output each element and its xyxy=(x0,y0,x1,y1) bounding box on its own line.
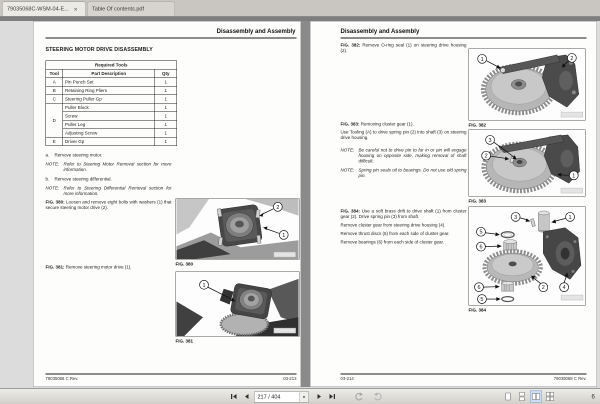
first-page-button[interactable] xyxy=(228,391,240,403)
note-a: NOTE: Refer to Steering Motor Removal section for more information. xyxy=(45,161,172,172)
svg-text:1: 1 xyxy=(282,232,286,239)
callout xyxy=(478,54,487,63)
last-page-icon xyxy=(327,392,337,402)
zoom-level-text: 6 xyxy=(591,393,595,400)
cluster-gear-spring-pin-illustration xyxy=(469,130,585,196)
image-watermark xyxy=(561,295,583,300)
steering-motor-drive-illustration xyxy=(176,199,299,259)
figure-caption: FIG. 382 xyxy=(468,122,487,128)
required-tools-table xyxy=(46,61,178,147)
svg-text:2: 2 xyxy=(484,153,488,160)
svg-text:1: 1 xyxy=(572,173,576,180)
fig-380-paragraph: FIG. 380: Loosen and remove eight bolts with washers (1) that secure steering motor drive (2). xyxy=(45,199,172,210)
footer-page-number: 03-213 xyxy=(283,376,297,381)
page-left xyxy=(33,21,301,387)
remove-gear-paragraph: Remove cluster gear from steering drive housing (4). xyxy=(340,222,446,228)
tab-bar xyxy=(0,0,600,17)
callout xyxy=(200,280,209,289)
remove-discs-paragraph: Remove thrust discs (5) from each side of cluster gear. xyxy=(340,231,450,236)
table-row: D Puller Block 1 xyxy=(46,103,177,112)
steering-motor-drive-removal-illustration xyxy=(176,272,299,336)
callout xyxy=(569,171,578,180)
svg-text:3: 3 xyxy=(488,137,492,144)
tab-close-icon[interactable]: × xyxy=(73,5,78,13)
figure-382-image xyxy=(469,49,586,121)
callout xyxy=(279,230,288,239)
page-number-combobox[interactable] xyxy=(254,392,309,403)
note-2: NOTE: Spring pin seals oil to bearings. Do not use old spring pin. xyxy=(340,167,467,178)
step-a: a. Remove steering motor. xyxy=(45,152,103,158)
tab-document[interactable] xyxy=(2,2,86,17)
callout xyxy=(560,283,569,292)
footer-rule xyxy=(341,374,587,375)
callout xyxy=(567,53,576,62)
continuous-view-button[interactable] xyxy=(516,391,528,403)
page-header: Disassembly and Assembly xyxy=(340,27,420,35)
image-watermark xyxy=(274,252,296,257)
header-rule xyxy=(341,38,587,39)
callout xyxy=(273,202,282,211)
two-page-view-icon xyxy=(531,392,541,402)
two-page-continuous-view-button[interactable] xyxy=(544,391,556,403)
table-row: Puller Leg 1 xyxy=(46,120,177,129)
page-header: Disassembly and Assembly xyxy=(216,27,296,35)
callout xyxy=(477,227,486,236)
callout xyxy=(539,283,548,292)
callout xyxy=(478,295,487,304)
table-row: B Retaining Ring Pliers 1 xyxy=(46,86,177,95)
fig-382-paragraph: FIG. 382: Remove O-ring seal (1) on steering drive housing (2). xyxy=(340,42,467,53)
figure-383-image xyxy=(469,130,586,197)
svg-text:3: 3 xyxy=(514,214,518,221)
document-viewer xyxy=(0,17,600,388)
fig-384-paragraph: FIG. 384: Use a soft brass drift to drive shaft (1) from cluster gear (2). Drive spring pin (3) from shaft. xyxy=(340,208,467,219)
svg-text:5: 5 xyxy=(480,297,484,304)
figure-caption: FIG. 384 xyxy=(468,307,487,313)
callout xyxy=(486,135,495,144)
table-row: A Pin Punch Set 1 xyxy=(46,78,177,87)
table-row: Adjusting Screw 1 xyxy=(46,129,177,138)
tooling-paragraph: Use Tooling (A) to drive spring pin (2) into shaft (3) on steering drive housing. xyxy=(340,129,467,140)
callout xyxy=(475,283,484,292)
image-watermark xyxy=(561,188,583,193)
navigation-toolbar xyxy=(0,388,600,404)
table-row: E Driver Gp 1 xyxy=(46,137,177,146)
single-page-view-button[interactable] xyxy=(502,391,514,403)
tab-table-of-contents[interactable] xyxy=(87,2,175,17)
step-b: b. Remove steering differential. xyxy=(45,176,112,182)
page-number-value: 217 / 404 xyxy=(257,394,281,400)
figure-381-image xyxy=(176,272,300,337)
footer-doc-number: 79035068 C Rev. xyxy=(553,376,587,381)
page-right xyxy=(310,21,597,387)
callout xyxy=(477,242,486,251)
svg-text:1: 1 xyxy=(568,214,572,221)
header-rule xyxy=(46,38,297,39)
figure-caption: FIG. 383 xyxy=(468,198,487,204)
svg-text:2: 2 xyxy=(570,55,574,62)
note-1: NOTE: Be careful not to drive pin to far in or pin will engage housing on opposite side, making removal of shaft difficult. xyxy=(340,147,467,164)
callout xyxy=(482,151,491,160)
tab-label: Table Of contents.pdf xyxy=(92,6,144,12)
cluster-gear-exploded-illustration xyxy=(469,207,585,305)
figure-caption: FIG. 380 xyxy=(175,261,194,267)
fig-383-paragraph: FIG. 383: Removing cluster gear (1). xyxy=(340,121,414,127)
svg-text:2: 2 xyxy=(276,204,280,211)
figure-384-image xyxy=(469,207,586,306)
footer-page-number: 03-214 xyxy=(340,376,354,381)
svg-text:1: 1 xyxy=(202,282,206,289)
page-gap xyxy=(301,21,310,387)
svg-text:5: 5 xyxy=(479,229,483,236)
chevron-down-icon[interactable]: ▾ xyxy=(299,392,309,402)
figure-caption: FIG. 381 xyxy=(175,338,194,344)
two-page-view-button[interactable] xyxy=(530,391,542,403)
svg-text:6: 6 xyxy=(477,285,481,292)
next-view-button[interactable] xyxy=(372,391,384,403)
tab-label: 79035068C-WSM-04-E... xyxy=(7,6,69,12)
previous-view-icon xyxy=(354,392,364,402)
note-b: NOTE: Refer to Steering Differential Removal section for more information. xyxy=(45,185,172,196)
image-watermark xyxy=(561,112,583,117)
first-page-icon xyxy=(229,392,239,402)
next-page-button[interactable] xyxy=(313,391,325,403)
svg-text:6: 6 xyxy=(479,244,483,251)
figure-380-image xyxy=(176,199,300,260)
continuous-view-icon xyxy=(517,392,527,402)
next-view-icon xyxy=(373,392,383,402)
previous-page-icon xyxy=(242,392,252,402)
table-row: C Steering Puller Gp 1 xyxy=(46,95,177,104)
previous-view-button[interactable] xyxy=(353,391,365,403)
table-header-row: Tool Part Description Qty xyxy=(46,69,177,78)
single-page-view-icon xyxy=(503,392,513,402)
next-page-icon xyxy=(314,392,324,402)
footer-doc-number: 79035068 C Rev. xyxy=(45,376,79,381)
fig-381-paragraph: FIG. 381: Remove steering motor drive (1). xyxy=(45,264,132,270)
svg-text:2: 2 xyxy=(541,285,545,292)
two-page-continuous-view-icon xyxy=(545,392,555,402)
last-page-button[interactable] xyxy=(326,391,338,403)
svg-text:4: 4 xyxy=(562,285,566,292)
remove-bearings-paragraph: Remove bearings (6) from each side of cluster gear. xyxy=(340,239,445,245)
table-row: Screw 1 xyxy=(46,112,177,121)
previous-page-button[interactable] xyxy=(241,391,253,403)
callout xyxy=(511,212,520,221)
image-watermark xyxy=(274,328,296,333)
callout xyxy=(566,212,575,221)
svg-text:1: 1 xyxy=(480,56,484,63)
footer-rule xyxy=(46,374,297,375)
table-title-row: Required Tools xyxy=(46,61,177,70)
steering-drive-housing-illustration xyxy=(469,49,585,120)
section-title: STEERING MOTOR DRIVE DISASSEMBLY xyxy=(45,46,153,53)
